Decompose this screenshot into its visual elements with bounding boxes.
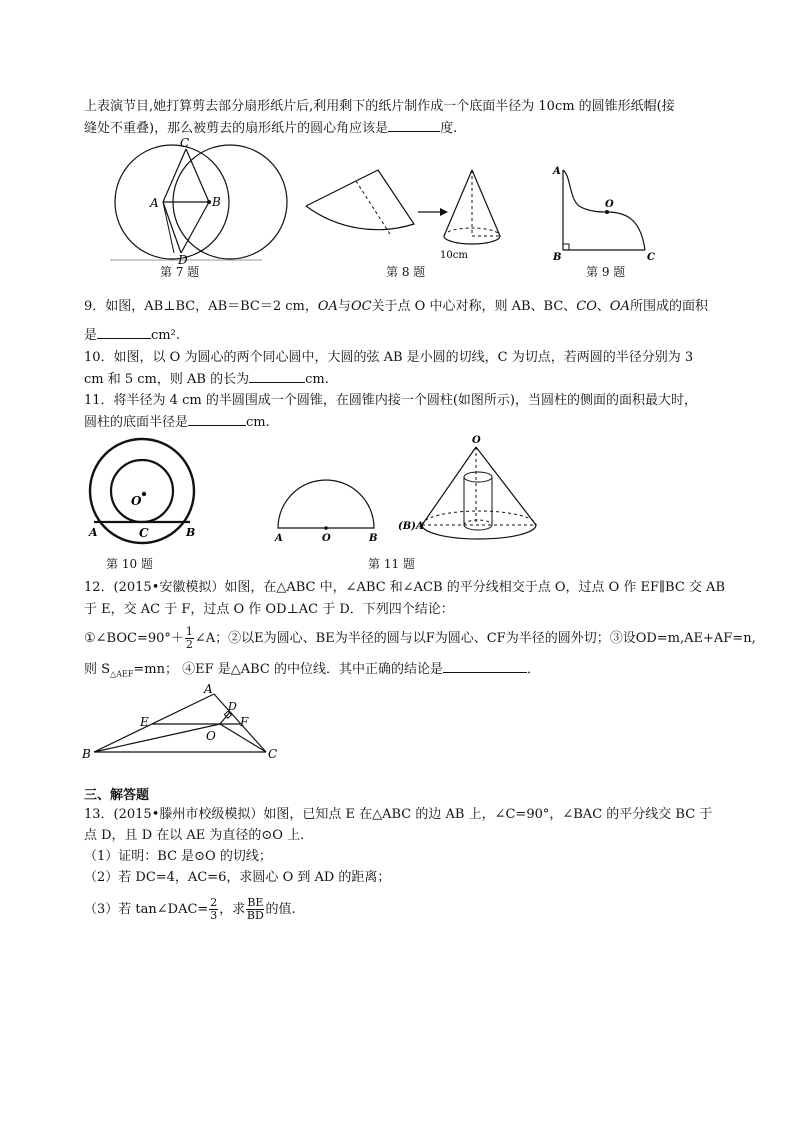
f11b-label-ba: (B)A xyxy=(398,521,424,532)
arc-oa: OA xyxy=(317,299,338,314)
f7-label-b: B xyxy=(212,195,221,209)
q10-text-line2: cm 和 5 cm，则 AB 的长为 cm. xyxy=(84,372,329,387)
figure-11-semicircle xyxy=(270,478,390,548)
q8-answer-blank[interactable] xyxy=(388,119,440,132)
caption-fig7: 第 7 题 xyxy=(160,265,200,279)
q12-text-line3: ①∠BOC=90°＋ $\frac{1}{2}$ ∠A；②以E为圆心、BE为半径的圆与以F为圆心、CF为半径的圆外切；③设OD=m,AE+AF=n, xyxy=(84,625,756,651)
f7-label-c: C xyxy=(180,136,190,150)
f11b-label-o: O xyxy=(472,435,481,446)
figure-11-cone xyxy=(396,433,556,553)
figure-8 xyxy=(304,150,524,260)
q11-answer-blank[interactable] xyxy=(188,413,246,426)
f12-label-f: F xyxy=(240,715,249,729)
f11a-label-a: A xyxy=(275,533,283,544)
caption-fig9: 第 9 题 xyxy=(586,265,626,279)
q13-fraction-tan: $\frac{2}{3}$ xyxy=(210,896,218,922)
q12-fraction: $\frac{1}{2}$ xyxy=(185,625,193,651)
f12-label-e: E xyxy=(140,715,149,729)
q13-text-line1: 13．(2015•滕州市校级模拟）如图，已知点 E 在△ABC 的边 AB 上，∠C=90°，∠BAC 的平分线交 BC 于 xyxy=(84,807,713,822)
q9-answer-blank[interactable] xyxy=(97,326,151,339)
figure-7 xyxy=(108,136,308,266)
f12-label-b: B xyxy=(82,747,91,761)
caption-fig8: 第 8 题 xyxy=(386,265,426,279)
f9-label-a: A xyxy=(553,166,561,177)
q8-text-line2: 缝处不重叠)，那么被剪去的扇形纸片的圆心角应该是 度. xyxy=(84,121,458,136)
f9-label-c: C xyxy=(647,252,655,263)
f7-label-a: A xyxy=(150,196,159,210)
caption-fig11: 第 11 题 xyxy=(368,557,415,571)
q8-text-line1: 上表演节目,她打算剪去部分扇形纸片后,利用剩下的纸片制作成一个底面半径为 10cm 的圆锥形纸帽(接 xyxy=(84,99,675,114)
q13-fraction-be-bd: $\frac{BE}{BD}$ xyxy=(246,896,264,922)
q13-part1: （1）证明：BC 是⊙O 的切线； xyxy=(84,849,272,864)
q13-part2: （2）若 DC=4，AC=6，求圆心 O 到 AD 的距离； xyxy=(84,870,391,885)
f12-label-o: O xyxy=(206,729,216,743)
f11a-label-b: B xyxy=(369,533,378,544)
q11-text-line1: 11．将半径为 4 cm 的半圆围成一个圆锥，在圆锥内接一个圆柱(如图所示)，当圆柱的侧面的面积最大时， xyxy=(84,393,697,408)
f11a-label-o: O xyxy=(322,533,331,544)
f9-label-b: B xyxy=(553,252,562,263)
q12-text-line1: 12．(2015•安徽模拟）如图，在△ABC 中，∠ABC 和∠ACB 的平分线相交于点 O，过点 O 作 EF∥BC 交 AB xyxy=(84,580,725,595)
figure-10 xyxy=(84,437,214,547)
arc-co: CO xyxy=(576,299,597,314)
q13-part3: （3）若 tan∠DAC= $\frac{2}{3}$ ，求 $\frac{BE}{BD}$ 的值. xyxy=(84,896,296,922)
f8-label-radius: 10cm xyxy=(440,250,468,261)
f9-label-o: O xyxy=(605,199,614,210)
figure-9 xyxy=(549,162,669,262)
f12-label-c: C xyxy=(268,747,278,761)
q10-text-line1: 10．如图，以 O 为圆心的两个同心圆中，大圆的弦 AB 是小圆的切线，C 为切点，若两圆的半径分别为 3 xyxy=(84,350,694,365)
q10-answer-blank[interactable] xyxy=(249,370,305,383)
q12-answer-blank[interactable] xyxy=(443,660,527,673)
q9-text-line1: 9．如图，AB⊥BC，AB＝BC＝2 cm，OA与OC关于点 O 中心对称，则 AB、BC、CO、OA所围成的面积 xyxy=(84,299,708,314)
f10-label-b: B xyxy=(186,526,196,539)
q11-text-line2: 圆柱的底面半径是 cm. xyxy=(84,415,270,430)
f7-label-d: D xyxy=(178,253,188,267)
section-3-title: 三、解答题 xyxy=(84,788,150,803)
caption-fig10: 第 10 题 xyxy=(106,557,153,571)
q12-text-line4: 则 $S_{\triangle AEF}=mn$； ④EF 是△ABC 的中位线．其中正确的结论是 ． xyxy=(84,662,541,679)
q9-text-line2: 是 cm². xyxy=(84,328,180,343)
f12-label-a: A xyxy=(204,682,213,696)
f10-label-a: A xyxy=(89,526,98,539)
q12-text-line2: 于 E，交 AC 于 F，过点 O 作 OD⊥AC 于 D．下列四个结论： xyxy=(84,602,454,617)
q13-text-line2: 点 D，且 D 在以 AE 为直径的⊙O 上． xyxy=(84,828,314,843)
f12-label-d: D xyxy=(228,700,237,713)
arc-oa-2: OA xyxy=(609,299,630,314)
f10-label-c: C xyxy=(139,526,149,540)
figure-12 xyxy=(80,682,290,762)
f10-label-o: O xyxy=(131,494,142,508)
arc-oc: OC xyxy=(350,299,372,314)
